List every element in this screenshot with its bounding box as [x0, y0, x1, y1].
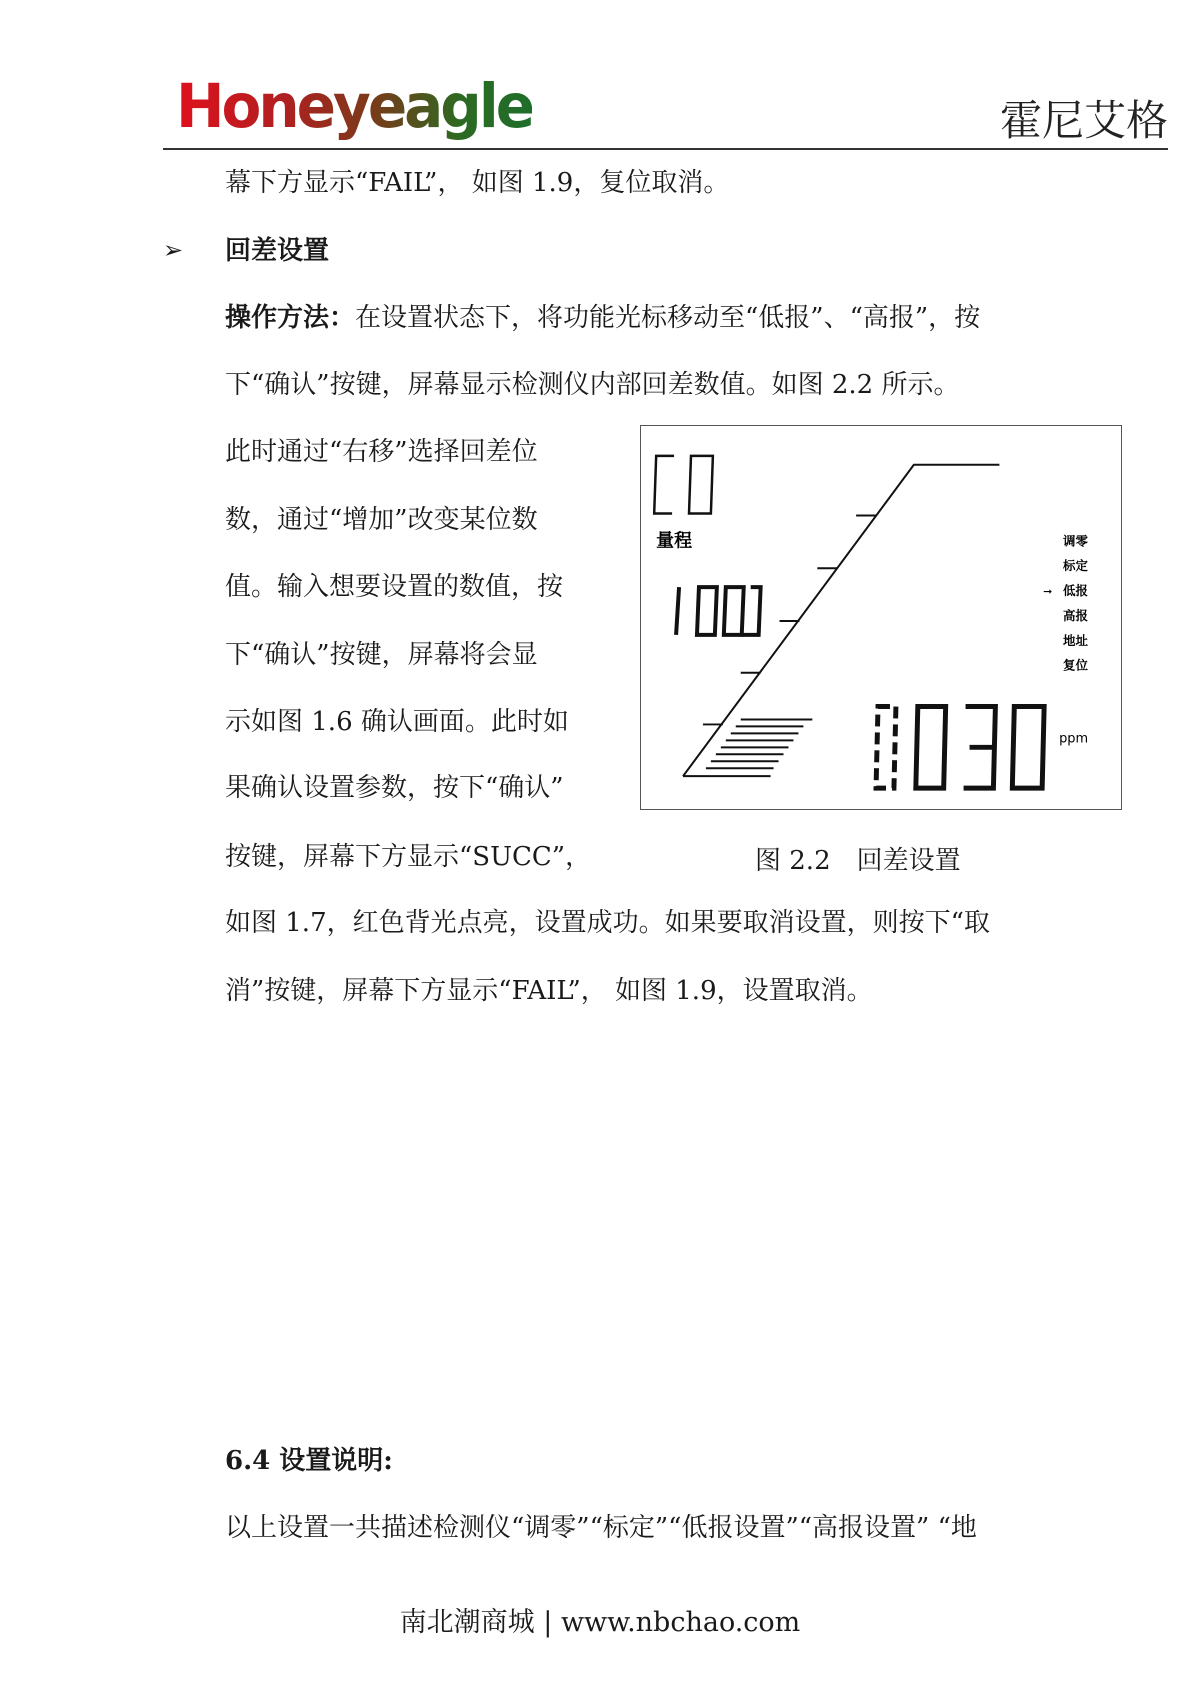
paragraph-line: 下“确认”按键，屏幕将会显: [225, 640, 538, 670]
range-slope: [683, 465, 999, 776]
menu-item: 标定: [1063, 558, 1088, 574]
paragraph-line: 操作方法：在设置状态下，将功能光标移动至“低报”、“高报”，按: [225, 303, 981, 333]
lcd-figure: [640, 425, 1122, 810]
paragraph-line: 消”按键，屏幕下方显示“FAIL”， 如图 1.9，设置取消。: [225, 976, 873, 1006]
bullet-arrow-icon: ➢: [163, 236, 184, 264]
menu-item: 复位: [1063, 657, 1088, 673]
section-title: 6.4 设置说明:: [225, 1446, 393, 1476]
unit-label: ppm: [1059, 731, 1089, 747]
paragraph-line: 按键，屏幕下方显示“SUCC”，: [225, 842, 592, 872]
menu-item: 地址: [1063, 632, 1088, 648]
paragraph-line: 值。输入想要设置的数值，按: [225, 572, 564, 602]
paragraph-line: 以上设置一共描述检测仪“调零”“标定”“低报设置”“高报设置” “地: [225, 1513, 977, 1543]
paragraph-line: 果确认设置参数，按下“确认”: [225, 773, 564, 803]
figure-caption: 图 2.2 回差设置: [755, 846, 961, 876]
seg-C: [654, 456, 674, 514]
arrow-icon: ➞: [1043, 585, 1053, 599]
scale-ticks: [703, 516, 876, 725]
paragraph-line: 幕下方显示“FAIL”， 如图 1.9，复位取消。: [225, 168, 730, 198]
menu-item: 高报: [1063, 607, 1088, 623]
paragraph-line: 数，通过“增加”改变某位数: [225, 505, 538, 535]
paragraph-line: 示如图 1.6 确认画面。此时如: [225, 707, 569, 737]
paragraph-line: 如图 1.7，红色背光点亮，设置成功。如果要取消设置，则按下“取: [225, 908, 990, 938]
digit-blank: [876, 707, 896, 789]
menu-item-selected: 低报: [1063, 583, 1088, 599]
paragraph-line: 此时通过“右移”选择回差位: [225, 437, 538, 467]
header-divider: [163, 148, 1168, 150]
lcd-display: [641, 426, 1121, 809]
range-label: 量程: [656, 530, 692, 552]
section-title: 回差设置: [225, 236, 330, 266]
footer: 南北潮商城 | www.nbchao.com: [399, 1607, 801, 1638]
paragraph-line: 下“确认”按键，屏幕显示检测仪内部回差数值。如图 2.2 所示。: [225, 370, 960, 400]
seg-0: [689, 456, 713, 514]
bar-graph: [683, 719, 812, 776]
brand-name: 霍尼艾格: [999, 96, 1168, 145]
logo: Honeyeagle: [176, 70, 533, 142]
menu-item: 调零: [1063, 533, 1088, 549]
